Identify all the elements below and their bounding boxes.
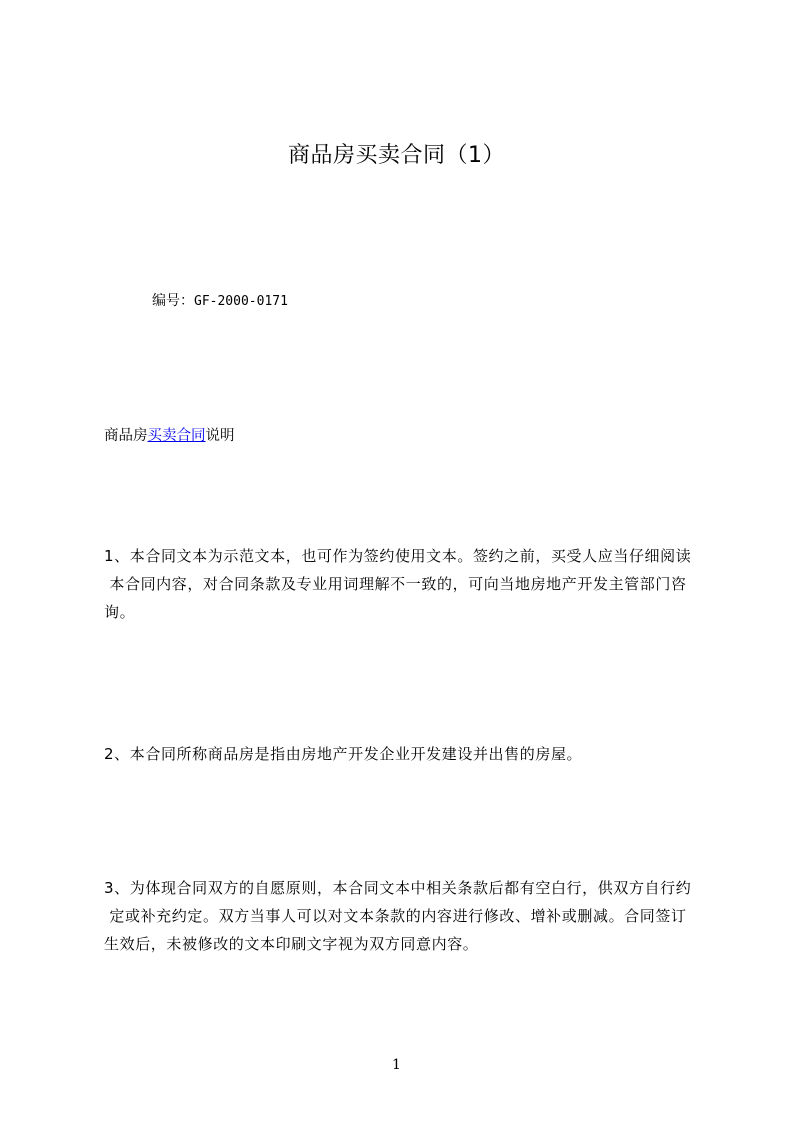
document-title: 商品房买卖合同（1） (288, 143, 505, 168)
paragraph-line: 1、本合同文本为示范文本，也可作为签约使用文本。签约之前，买受人应当仔细阅读 (104, 547, 692, 565)
paragraph-line: 2、本合同所称商品房是指由房地产开发企业开发建设并出售的房屋。 (104, 745, 583, 763)
page-number: 1 (392, 1057, 401, 1073)
document-number-value: GF-2000-0171 (194, 294, 288, 309)
paragraph-1 (104, 542, 700, 626)
paragraph-line: 3、为体现合同双方的自愿原则，本合同文本中相关条款后都有空白行，供双方自行约 (104, 879, 692, 897)
paragraph-line: 询。 (104, 603, 136, 621)
document-number-label: 编号： (152, 293, 194, 309)
paragraph-line: 定或补充约定。双方当事人可以对文本条款的内容进行修改、增补或删减。合同签订 (104, 907, 687, 925)
contract-link[interactable]: 买卖合同 (147, 428, 206, 444)
document-number (152, 291, 288, 312)
section-heading-prefix: 商品房 (104, 428, 148, 444)
section-heading-suffix: 说明 (205, 428, 235, 444)
section-heading (104, 426, 235, 446)
paragraph-line: 本合同内容，对合同条款及专业用词理解不一致的，可向当地房地产开发主管部门咨 (104, 575, 687, 593)
paragraph-3 (104, 874, 700, 958)
paragraph-line: 生效后，未被修改的文本印刷文字视为双方同意内容。 (104, 935, 479, 953)
paragraph-2 (104, 740, 700, 768)
